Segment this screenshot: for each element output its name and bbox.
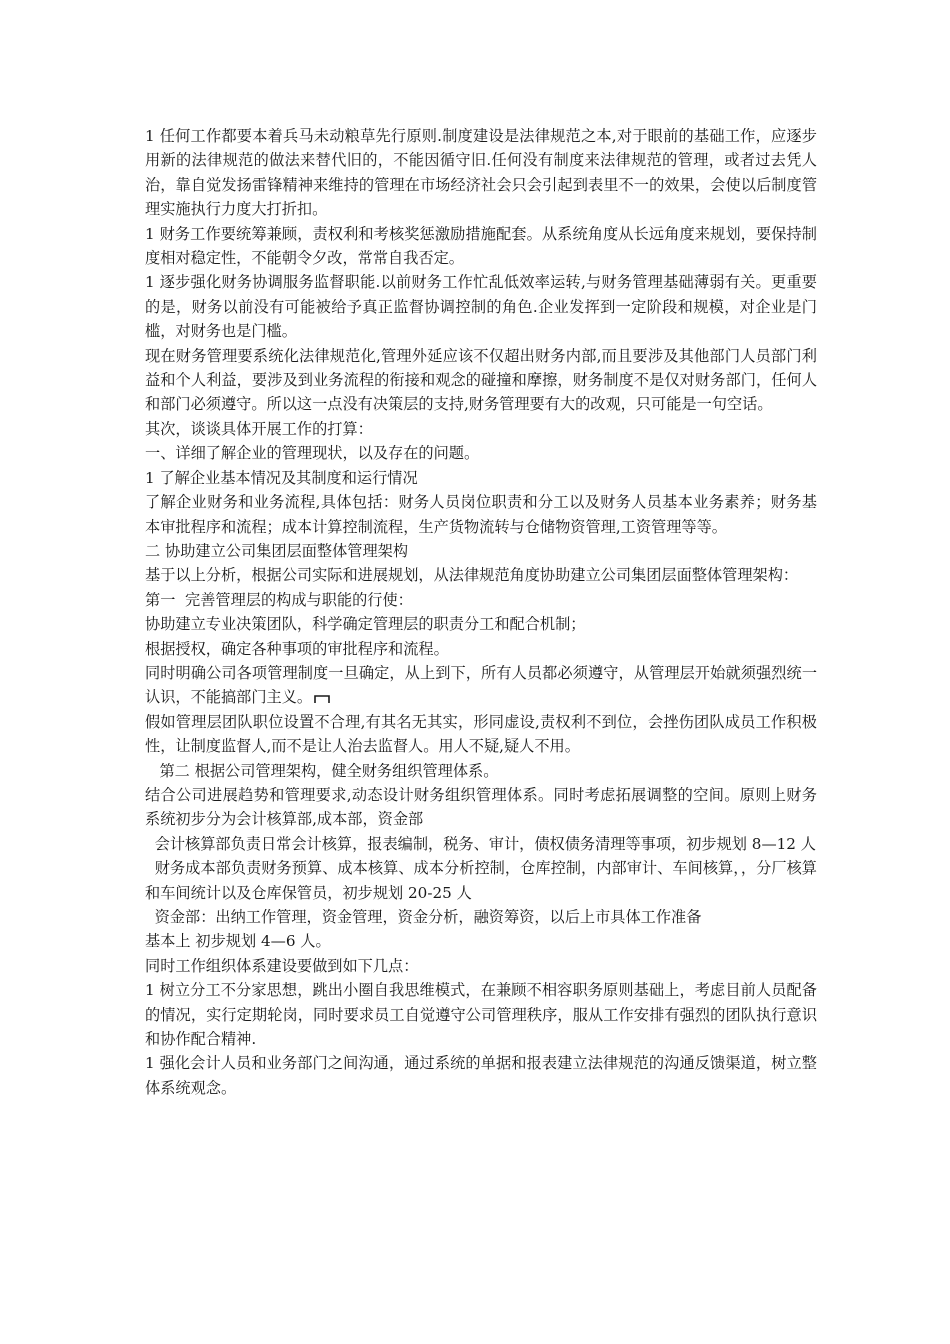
paragraph-9: 二 协助建立公司集团层面整体管理架构 — [145, 541, 409, 560]
paragraph-24: 1 强化会计人员和业务部门之间沟通，通过系统的单据和报表建立法律规范的沟通反馈渠道，树立整体系统观念。 — [145, 1054, 817, 1097]
paragraph-15: 假如管理层团队职位设置不合理,有其名无其实，形同虚设,责权利不到位，会挫伤团队成员工作积极性，让制度监督人,而不是让人治去监督人。用人不疑,疑人不用。 — [145, 712, 817, 756]
paragraph-5: 其次，谈谈具体开展工作的打算： — [145, 419, 373, 438]
paragraph-4: 现在财务管理要系统化法律规范化,管理外延应该不仅超出财务内部,而且要涉及其他部门人员部门利益和个人利益，要涉及到业务流程的衔接和观念的碰撞和摩擦，财务制度不是仅对财务部门，任何人和部门必须遵守。所以这一点没有决策层的支持,财务管理要有大的改观，只可能是一句空话。 — [145, 346, 817, 414]
paragraph-20: 资金部：出纳工作管理，资金管理，资金分析，融资筹资，以后上市具体工作准备 — [145, 908, 702, 926]
paragraph-3: 1 逐步强化财务协调服务监督职能.以前财务工作忙乱低效率运转,与财务管理基础薄弱有关。更重要的是，财务以前没有可能被给予真正监督协调控制的角色.企业发挥到一定阶段和规模，对企业是门槛，对财务也是门槛。 — [145, 273, 817, 341]
paragraph-7: 1 了解企业基本情况及其制度和运行情况 — [145, 468, 418, 487]
paragraph-22: 同时工作组织体系建设要做到如下几点： — [145, 956, 419, 975]
paragraph-6: 一、详细了解企业的管理现状，以及存在的问题。 — [145, 444, 480, 463]
paragraph-2: 1 财务工作要统筹兼顾，责权利和考核奖惩激励措施配套。从系统角度从长远角度来规划，要保持制度相对稳定性，不能朝令夕改，常常自我否定。 — [145, 224, 817, 268]
paragraph-18: 会计核算部负责日常会计核算，报表编制，税务、审计，债权债务清理等事项，初步规划 8—12 人 — [145, 834, 816, 853]
paragraph-8: 了解企业财务和业务流程,具体包括：财务人员岗位职责和分工以及财务人员基本业务素养；财务基本审批程序和流程；成本计算控制流程，生产货物流转与仓储物资管理,工资管理等等。 — [145, 493, 817, 536]
paragraph-1: 1 任何工作都要本着兵马未动粮草先行原则.制度建设是法律规范之本,对于眼前的基础工作，应逐步用新的法律规范的做法来替代旧的，不能因循守旧.任何没有制度来法律规范的管理，或者过去凭人治，靠自觉发扬雷锋精神来维持的管理在市场经济社会只会引起到表里不一的效果，会使以后制度管理实施执行力度大打折扣。 — [145, 127, 817, 219]
paragraph-23: 1 树立分工不分家思想，跳出小圈自我思维模式，在兼顾不相容职务原则基础上，考虑目前人员配备的情况，实行定期轮岗，同时要求员工自觉遵守公司管理秩序，服从工作安排有强烈的团队执行意识和协作配合精神. — [145, 981, 817, 1049]
document-body — [145, 124, 817, 1100]
paragraph-10: 基于以上分析，根据公司实际和进展规划，从法律规范角度协助建立公司集团层面整体管理架构： — [145, 566, 799, 585]
paragraph-14-text: 同时明确公司各项管理制度一旦确定，从上到下，所有人员都必须遵守，从管理层开始就须强烈统一认识，不能搞部门主义。 — [145, 663, 817, 707]
paragraph-14 — [145, 661, 817, 710]
paragraph-19: 财务成本部负责财务预算、成本核算、成本分析控制，仓库控制，内部审计、车间核算，，分厂核算和车间统计以及仓库保管员，初步规划 20-25 人 — [145, 859, 817, 902]
paragraph-16: 第二 根据公司管理架构，健全财务组织管理体系。 — [145, 761, 499, 780]
paragraph-11: 第一 完善管理层的构成与职能的行使： — [145, 590, 413, 609]
paragraph-mark-icon — [314, 694, 330, 704]
paragraph-13: 根据授权，确定各种事项的审批程序和流程。 — [145, 639, 449, 658]
paragraph-17: 结合公司进展趋势和管理要求,动态设计财务组织管理体系。同时考虑拓展调整的空间。原则上财务系统初步分为会计核算部,成本部，资金部 — [145, 785, 817, 829]
paragraph-12: 协助建立专业决策团队，科学确定管理层的职责分工和配合机制； — [145, 615, 586, 634]
paragraph-21: 基本上 初步规划 4—6 人。 — [145, 932, 331, 951]
